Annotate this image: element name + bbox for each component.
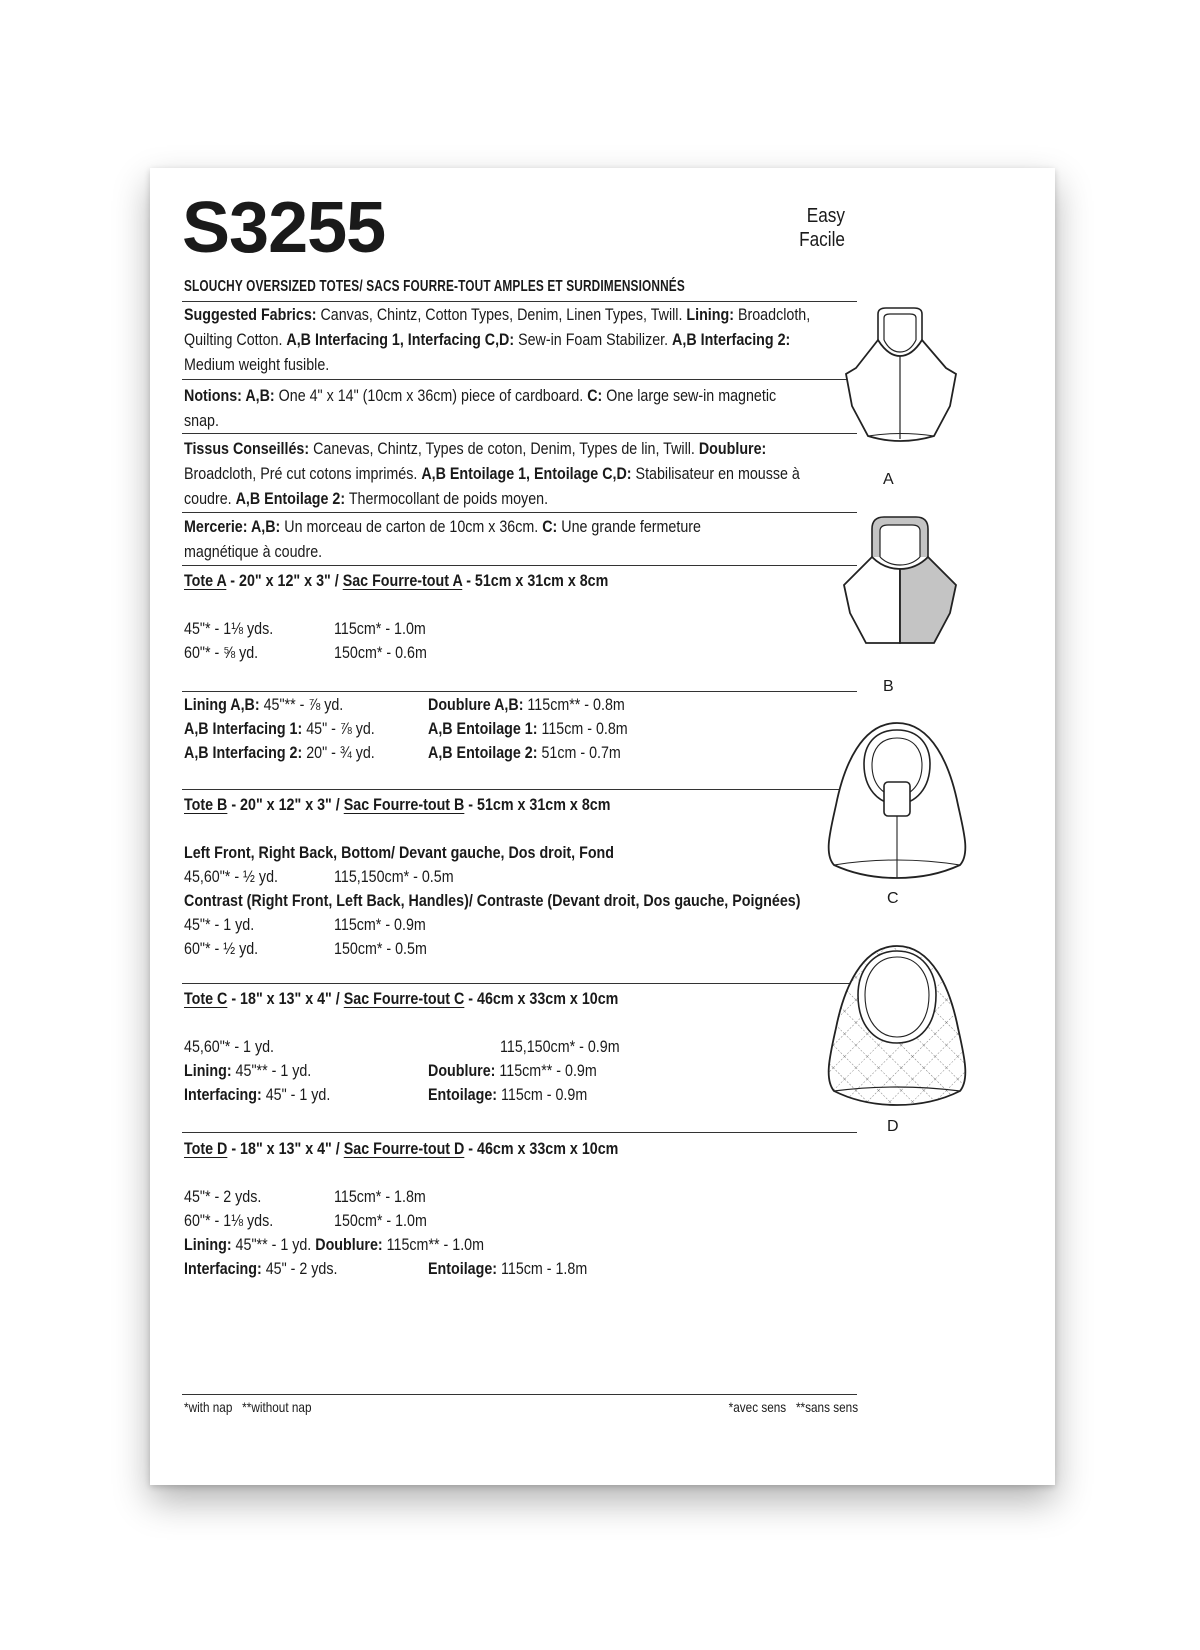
tote-c-metric: 115,150cm* - 0.9m	[500, 1037, 620, 1056]
pattern-envelope-back	[150, 168, 1055, 1485]
difficulty-en: Easy	[806, 205, 845, 227]
difficulty-level	[730, 204, 845, 252]
pattern-title: SLOUCHY OVERSIZED TOTES/ SACS FOURRE-TOUT AMPLES ET SURDIMENSIONNÉS	[184, 278, 685, 295]
tote-c-lining: Lining: 45"** - 1 yd.	[184, 1061, 312, 1080]
tote-c-yardage: 45,60"* - 1 yd.	[184, 1037, 275, 1056]
tote-b-contrast-metric-115: 115cm* - 0.9m	[334, 915, 426, 934]
tote-b-main-yardage: 45,60"* - ½ yd.	[184, 867, 278, 886]
view-c-illustration	[822, 720, 972, 880]
tote-b-contrast-yardage-45: 45"* - 1 yd.	[184, 915, 255, 934]
pattern-number: S3255	[182, 188, 386, 268]
difficulty-fr: Facile	[799, 229, 845, 251]
tote-c-interfacing: Interfacing: 45" - 1 yd.	[184, 1085, 331, 1104]
divider	[182, 789, 857, 790]
tote-a-metric-115: 115cm* - 1.0m	[334, 619, 426, 638]
view-a-label: A	[883, 471, 894, 488]
tote-d-entoilage: Entoilage: 115cm - 1.8m	[428, 1259, 588, 1278]
suggested-fabrics-fr: Tissus Conseillés: Canevas, Chintz, Types de coton, Denim, Types de lin, Twill. Doublure: Broadcloth, Pré cut cotons imprimés. A,B Entoilage 1, Entoilage C,D: Stabilisateur en mousse à coudre. A,B Entoilage 2: Thermocollant de poids moyen.	[184, 439, 800, 508]
tote-a-yardage-60: 60"* - ⅝ yd.	[184, 643, 259, 662]
tote-a-doublure: Doublure A,B: 115cm** - 0.8m	[428, 695, 625, 714]
tote-d-yardage-60: 60"* - 1⅛ yds.	[184, 1211, 274, 1230]
tote-b-contrast-metric-150: 150cm* - 0.5m	[334, 939, 427, 958]
divider	[182, 1132, 857, 1133]
tote-b-contrast-heading: Contrast (Right Front, Left Back, Handles)/ Contraste (Devant droit, Dos gauche, Poignées)	[184, 891, 801, 910]
notions-en: Notions: A,B: One 4" x 14" (10cm x 36cm) piece of cardboard. C: One large sew-in magnetic snap.	[184, 386, 777, 430]
tote-a-yardage-45: 45"* - 1⅛ yds.	[184, 619, 274, 638]
view-a-illustration	[838, 306, 968, 466]
divider	[182, 433, 857, 434]
tote-a-entoilage-2: A,B Entoilage 2: 51cm - 0.7m	[428, 743, 621, 762]
tote-c-entoilage: Entoilage: 115cm - 0.9m	[428, 1085, 588, 1104]
tote-d-metric-115: 115cm* - 1.8m	[334, 1187, 426, 1206]
divider	[182, 565, 857, 566]
tote-a-interfacing-2: A,B Interfacing 2: 20" - ¾ yd.	[184, 743, 375, 762]
notions-fr: Mercerie: A,B: Un morceau de carton de 10cm x 36cm. C: Une grande fermeture magnétique à coudre.	[184, 517, 701, 561]
tote-a-heading: Tote A - 20" x 12" x 3" / Sac Fourre-tout A - 51cm x 31cm x 8cm	[184, 571, 609, 590]
tote-d-yardage-45: 45"* - 2 yds.	[184, 1187, 262, 1206]
tote-a-lining: Lining A,B: 45"** - ⅞ yd.	[184, 695, 344, 714]
view-b-label: B	[883, 678, 894, 695]
tote-a-entoilage-1: A,B Entoilage 1: 115cm - 0.8m	[428, 719, 628, 738]
tote-d-heading: Tote D - 18" x 13" x 4" / Sac Fourre-tout D - 46cm x 33cm x 10cm	[184, 1139, 619, 1158]
tote-b-heading: Tote B - 20" x 12" x 3" / Sac Fourre-tout B - 51cm x 31cm x 8cm	[184, 795, 611, 814]
divider	[182, 379, 857, 380]
tote-d-lining-doublure: Lining: 45"** - 1 yd. Doublure: 115cm** - 1.0m	[184, 1235, 485, 1254]
tote-a-interfacing-1: A,B Interfacing 1: 45" - ⅞ yd.	[184, 719, 375, 738]
footnote-en: *with nap **without nap	[184, 1399, 312, 1415]
tote-b-contrast-yardage-60: 60"* - ½ yd.	[184, 939, 259, 958]
view-d-label: D	[887, 1118, 899, 1135]
view-b-illustration	[838, 513, 968, 663]
footnote-fr: *avec sens **sans sens	[728, 1399, 858, 1415]
divider	[182, 1394, 857, 1395]
tote-c-doublure: Doublure: 115cm** - 0.9m	[428, 1061, 597, 1080]
tote-b-main-fabric-heading: Left Front, Right Back, Bottom/ Devant gauche, Dos droit, Fond	[184, 843, 615, 862]
view-d-illustration	[822, 943, 972, 1108]
tote-b-main-metric: 115,150cm* - 0.5m	[334, 867, 454, 886]
tote-d-metric-150: 150cm* - 1.0m	[334, 1211, 427, 1230]
tote-a-metric-150: 150cm* - 0.6m	[334, 643, 427, 662]
divider	[182, 983, 857, 984]
suggested-fabrics-en: Suggested Fabrics: Canvas, Chintz, Cotton Types, Denim, Linen Types, Twill. Lining: Broadcloth, Quilting Cotton. A,B Interfacing 1, Interfacing C,D: Sew-in Foam Stabilizer. A,B Interfacing 2: Medium weight fusible.	[184, 305, 811, 374]
view-c-label: C	[887, 890, 899, 907]
tote-d-interfacing: Interfacing: 45" - 2 yds.	[184, 1259, 338, 1278]
divider	[182, 512, 857, 513]
tote-c-heading: Tote C - 18" x 13" x 4" / Sac Fourre-tout C - 46cm x 33cm x 10cm	[184, 989, 619, 1008]
